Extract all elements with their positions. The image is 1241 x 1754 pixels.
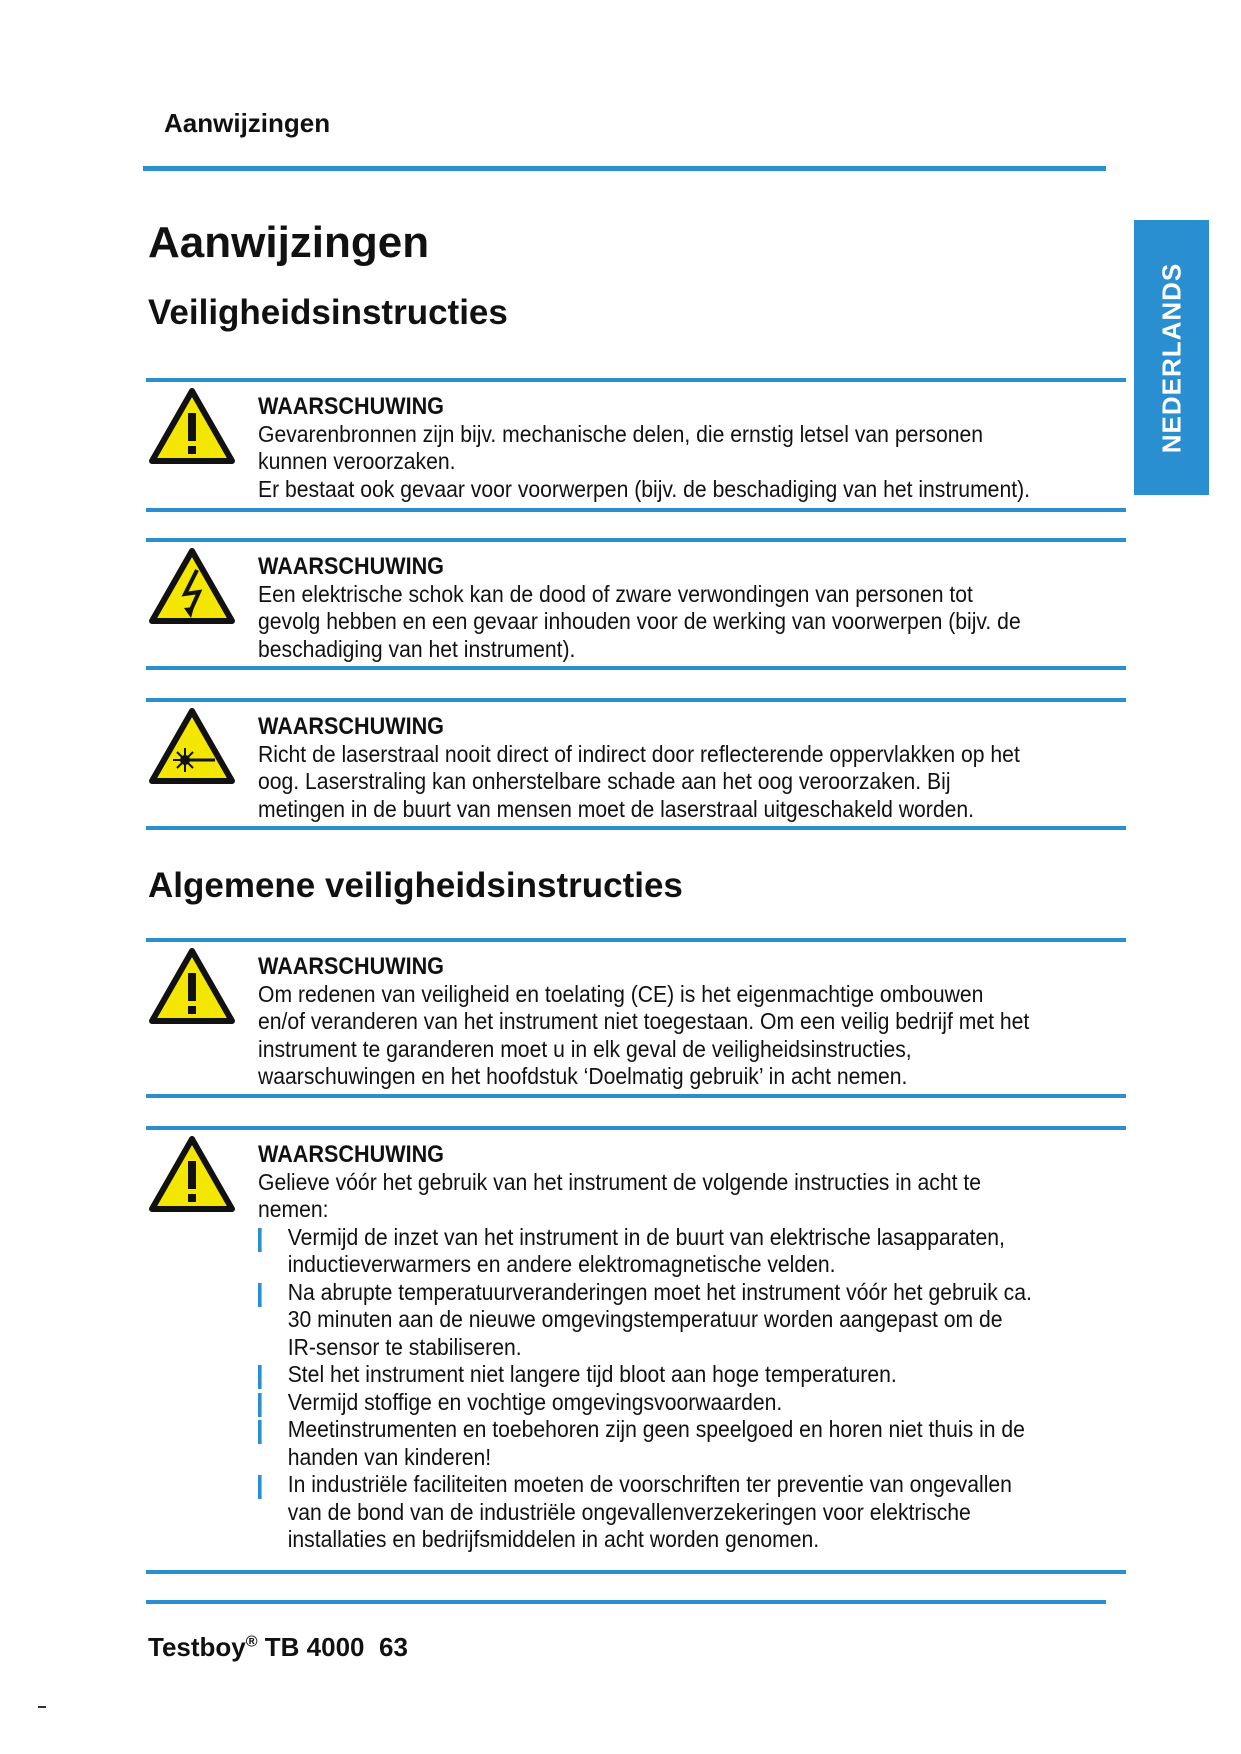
page-number: 63 — [378, 1632, 408, 1662]
list-item: Meetinstrumenten en toebehoren zijn geen speelgoed en horen niet thuis in de handen van kinderen! — [258, 1416, 1032, 1471]
warning-intro: Gelieve vóór het gebruik van het instrument de volgende instructies in acht te nemen: — [258, 1168, 982, 1222]
warning-top-rule — [146, 538, 1126, 542]
footer-divider — [146, 1600, 1106, 1604]
bullet-marker — [258, 1283, 262, 1307]
page-title: Aanwijzingen — [148, 218, 430, 267]
language-tab-label: NEDERLANDS — [1156, 262, 1186, 453]
bullet-marker — [258, 1420, 262, 1444]
warning-block — [258, 953, 1032, 1091]
warning-top-rule — [146, 698, 1126, 702]
section-heading-safety: Veiligheidsinstructies — [148, 293, 508, 332]
warning-bottom-rule — [146, 1570, 1126, 1574]
language-tab — [1134, 220, 1209, 495]
list-item: Vermijd stoffige en vochtige omgevingsvoorwaarden. — [258, 1389, 1032, 1417]
bullet-marker — [258, 1475, 262, 1499]
corner-mark — [38, 1706, 46, 1708]
bullet-marker — [258, 1393, 262, 1417]
list-item: Vermijd de inzet van het instrument in de buurt van elektrische lasapparaten, inductieverwarmers en andere elektromagnetische velden. — [258, 1224, 1032, 1279]
warning-title: WAARSCHUWING — [258, 953, 444, 980]
list-item: Stel het instrument niet langere tijd bloot aan hoge temperaturen. — [258, 1361, 1032, 1389]
warning-text: Een elektrische schok kan de dood of zware verwondingen van personen tot gevolg hebben en een gevaar inhouden voor de werking van voorwerpen (bijv. de beschadiging van het instrument). — [258, 580, 1021, 662]
warning-title: WAARSCHUWING — [258, 713, 444, 740]
warning-exclamation-icon — [149, 1136, 235, 1212]
header-divider — [143, 166, 1106, 171]
warning-text: Gevarenbronnen zijn bijv. mechanische delen, die ernstig letsel van personen kunnen veroorzaken. — [258, 420, 984, 474]
warning-block — [258, 393, 1032, 503]
warning-bottom-rule — [146, 508, 1126, 512]
warning-text: Om redenen van veiligheid en toelating (CE) is het eigenmachtige ombouwen en/of veranderen van het instrument niet toegestaan. Om een veilig bedrijf met het instrument te garanderen moet u in elk geval de veiligheidsinstructies, waarschuwingen en het hoofdstuk ‘Doelmatig gebruik’ in acht nemen. — [258, 980, 1030, 1089]
instruction-list — [258, 1224, 1032, 1554]
warning-text: Er bestaat ook gevaar voor voorwerpen (bijv. de beschadiging van het instrument). — [258, 475, 1031, 502]
laser-radiation-icon — [149, 708, 235, 784]
warning-text: Richt de laserstraal nooit direct of indirect door reflecterende oppervlakken op het oog. Laserstraling kan onherstelbare schade aan het oog veroorzaken. Bij metingen in de buurt van mensen moet de laserstraal uitgeschakeld worden. — [258, 740, 1020, 822]
footer-model: TB 4000 — [264, 1632, 365, 1662]
warning-top-rule — [146, 938, 1126, 942]
page-footer — [148, 1632, 408, 1663]
warning-bottom-rule — [146, 826, 1126, 830]
warning-top-rule — [146, 1126, 1126, 1130]
warning-exclamation-icon — [149, 948, 235, 1024]
warning-title: WAARSCHUWING — [258, 1141, 444, 1168]
list-item: Na abrupte temperatuurveranderingen moet het instrument vóór het gebruik ca. 30 minuten aan de nieuwe omgevingstemperatuur worden aangepast om de IR-sensor te stabiliseren. — [258, 1279, 1032, 1362]
warning-title: WAARSCHUWING — [258, 553, 444, 580]
warning-block — [258, 1141, 1032, 1554]
registered-mark: ® — [245, 1633, 258, 1651]
section-heading-general-safety: Algemene veiligheidsinstructies — [148, 866, 683, 905]
warning-block — [258, 713, 1032, 823]
warning-block — [258, 553, 1032, 663]
bullet-marker — [258, 1365, 262, 1389]
footer-brand: Testboy — [148, 1632, 246, 1662]
running-header-title: Aanwijzingen — [164, 108, 331, 138]
warning-bottom-rule — [146, 1094, 1126, 1098]
electric-shock-icon — [149, 548, 235, 624]
list-item: In industriële faciliteiten moeten de voorschriften ter preventie van ongevallen van de bond van de industriële ongevallenverzekeringen voor elektrische installaties en bedrijfsmiddelen in acht worden genomen. — [258, 1471, 1032, 1554]
warning-bottom-rule — [146, 666, 1126, 670]
warning-title: WAARSCHUWING — [258, 393, 444, 420]
warning-top-rule — [146, 378, 1126, 382]
warning-exclamation-icon — [149, 388, 235, 464]
bullet-marker — [258, 1228, 262, 1252]
